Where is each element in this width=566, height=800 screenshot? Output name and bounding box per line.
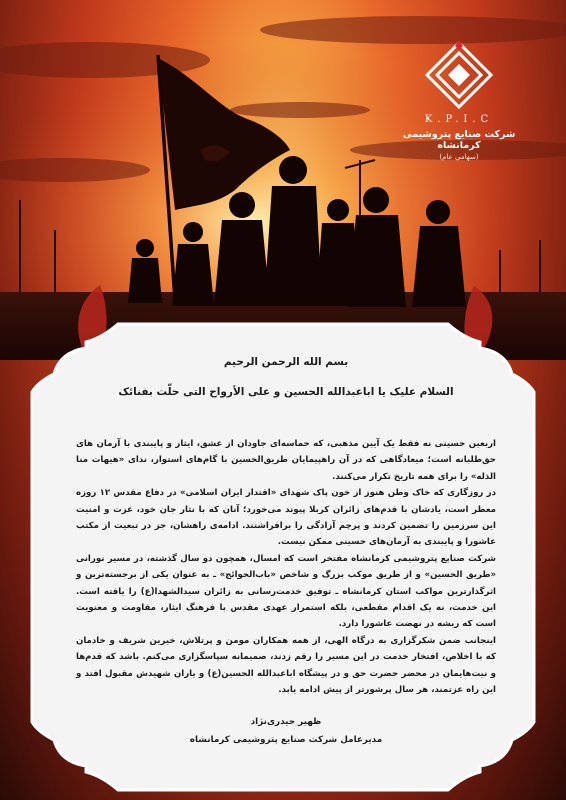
logo-company-subtitle: (سهامی عام) — [439, 153, 479, 161]
logo-company-name: شرکت صنایع پتروشیمی کرمانشاه — [402, 129, 516, 151]
message-card — [28, 322, 538, 792]
company-logo — [384, 40, 534, 161]
paragraph-4: اینجانب ضمن شکرگزاری به درگاه الهی، از همه همکاران مومن و پرتلاش، خیرین شریف و خادمان که با اخلاص، افتخار خدمت در این مسیر را رقم زدند، صمیمانه سپاسگزاری می‌کنم. باشد که قدم‌ها و نیت‌هایمان در محضر حضرت حق و در پیشگاه اباعبدالله الحسین(ع) و یاران شهیدش مقبول افتد و این راه عزتمند، هر سال پرشورتر از پیش ادامه یابد. — [76, 635, 496, 696]
kpic-diamond-logo-icon — [424, 40, 494, 110]
logo-letters: K.P.I.C — [424, 114, 494, 125]
letter-body — [76, 356, 496, 749]
paragraph-2: در روزگاری که خاک وطن هنوز از خون پاک شهدای «اقتدار ایران اسلامی» در دفاع مقدس ۱۲ روزه معطر است، یادشان با قدم‌های زائران کربلا پیوند می‌خورد؛ آنان که با نثار جان خود، عزت و امنیت این سرزمین را تضمین کردند و پرچم آزادگی را برافراشتند. ادامه‌ی راهشان، جز در تبعیت از مکتب عاشورا و پایبندی به آرمان‌های حسینی ممکن نیست. — [76, 488, 497, 548]
basmala: بسم الله الرحمن الرحیم — [223, 356, 349, 368]
signer-title: مدیرعامل شرکت صنایع پتروشیمی کرمانشاه — [189, 734, 383, 745]
paragraph-1: اربعین حسینی نه فقط یک آیین مذهبی، که حماسه‌ای جاودان از عشق، ایثار و پایبندی با آرمان های حق‌طلبانه است؛ میعادگاهی که در آن راهپیمایان طریق‌الحسین با گام‌های استوار، ندای «هیهات منا الذله» را برای همه تاریخ تکرار می‌کنند. — [76, 439, 496, 482]
signer-name: ظهیر حیدری‌نژاد — [250, 716, 322, 727]
salutation: السلام علیک یا اباعبدالله الحسین و علی الأرواح التی حلّت بفنائک — [118, 386, 454, 398]
signature-block — [76, 713, 496, 749]
paragraph-3: شرکت صنایع پتروشیمی کرمانشاه مفتخر است که امسال، همچون دو سال گذشته، در مسیر نورانی «طریق الحسین» و از طریق موکب بزرگ و شاخص «باب‌الحوائج» ـ به عنوان یکی از برجسته‌ترین و اثرگذارترین مواکب استان کرمانشاه ـ توفیق خدمت‌رسانی به زائران سیدالشهدا(ع) را یافته است. این خدمت، نه یک اقدام مقطعی، بلکه استمرار عهدی مقدس با فرهنگ ایثار، مقاومت و معنویت است که ریشه در نهضت عاشورا دارد. — [76, 553, 496, 630]
